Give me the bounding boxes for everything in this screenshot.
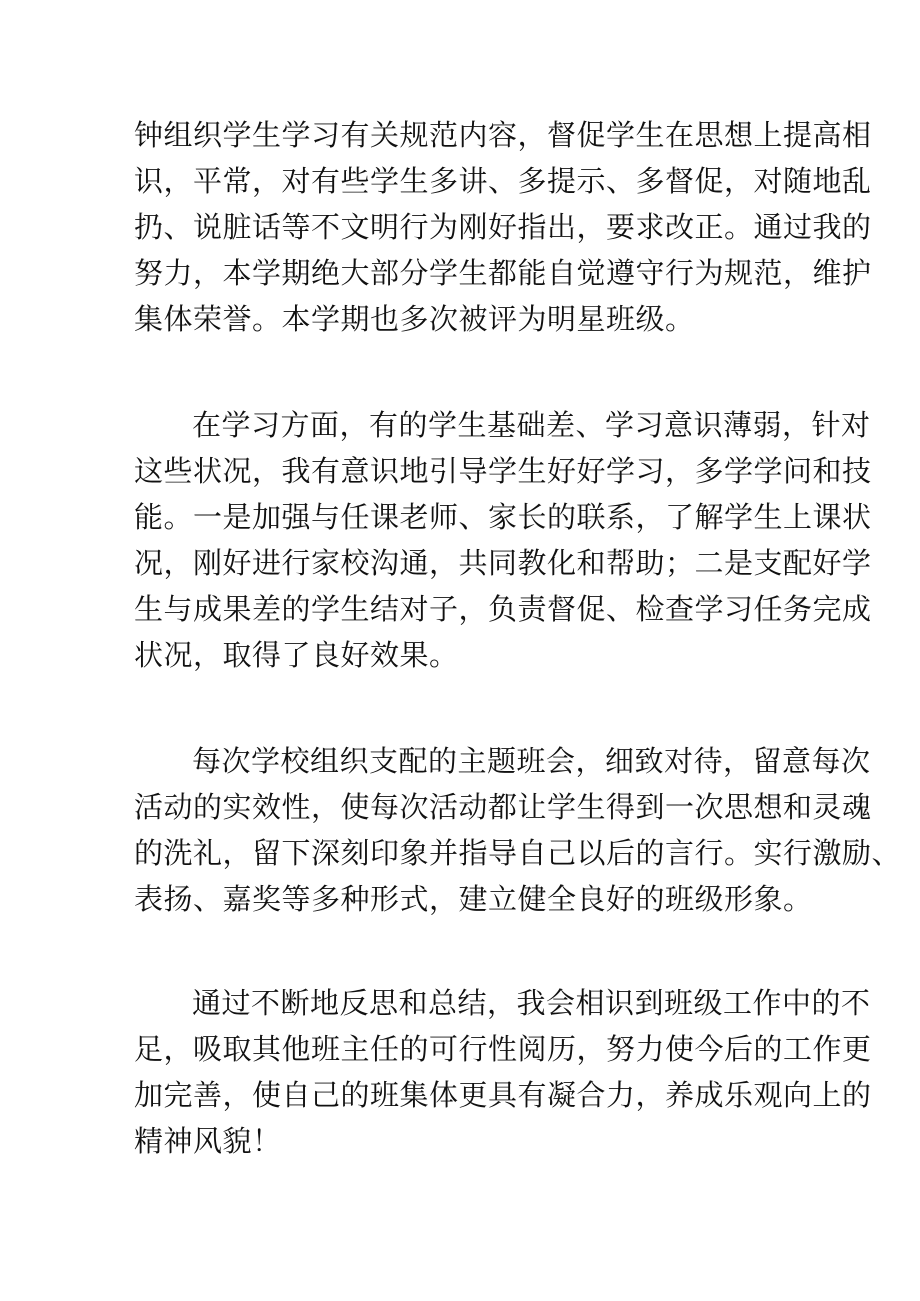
paragraph-line: 每次学校组织支配的主题班会，细致对待，留意每次 — [192, 744, 871, 778]
paragraph-reflection — [134, 980, 872, 1164]
paragraph-line: 努力，本学期绝大部分学生都能自觉遵守行为规范，维护 — [134, 256, 872, 290]
paragraph-line: 通过不断地反思和总结，我会相识到班级工作中的不 — [192, 986, 871, 1020]
paragraph-line: 的洗礼，留下深刻印象并指导自己以后的言行。实行激励、 — [134, 836, 902, 870]
paragraph-line: 钟组织学生学习有关规范内容，督促学生在思想上提高相 — [134, 118, 872, 152]
paragraph-line: 这些状况，我有意识地引导学生好好学习，多学学问和技 — [134, 454, 872, 488]
paragraph-line: 精神风貌！ — [134, 1124, 282, 1158]
paragraph-line: 加完善，使自己的班集体更具有凝合力，养成乐观向上的 — [134, 1078, 872, 1112]
paragraph-line: 活动的实效性，使每次活动都让学生得到一次思想和灵魂 — [134, 790, 872, 824]
paragraph-line: 集体荣誉。本学期也多次被评为明星班级。 — [134, 302, 695, 336]
paragraph-line: 在学习方面，有的学生基础差、学习意识薄弱，针对 — [192, 408, 871, 442]
paragraph-line: 况，刚好进行家校沟通，共同教化和帮助；二是支配好学 — [134, 546, 872, 580]
paragraph-line: 能。一是加强与任课老师、家长的联系，了解学生上课状 — [134, 500, 872, 534]
paragraph-line: 表扬、嘉奖等多种形式，建立健全良好的班级形象。 — [134, 882, 813, 916]
paragraph-class-discipline — [134, 112, 872, 342]
paragraph-line: 生与成果差的学生结对子，负责督促、检查学习任务完成 — [134, 592, 872, 626]
paragraph-class-meetings — [134, 738, 902, 922]
paragraph-line: 扔、说脏话等不文明行为刚好指出，要求改正。通过我的 — [134, 210, 872, 244]
paragraph-line: 状况，取得了良好效果。 — [134, 638, 459, 672]
paragraph-study-support — [134, 402, 872, 678]
paragraph-line: 识，平常，对有些学生多讲、多提示、多督促，对随地乱 — [134, 164, 872, 198]
paragraph-line: 足，吸取其他班主任的可行性阅历，努力使今后的工作更 — [134, 1032, 872, 1066]
